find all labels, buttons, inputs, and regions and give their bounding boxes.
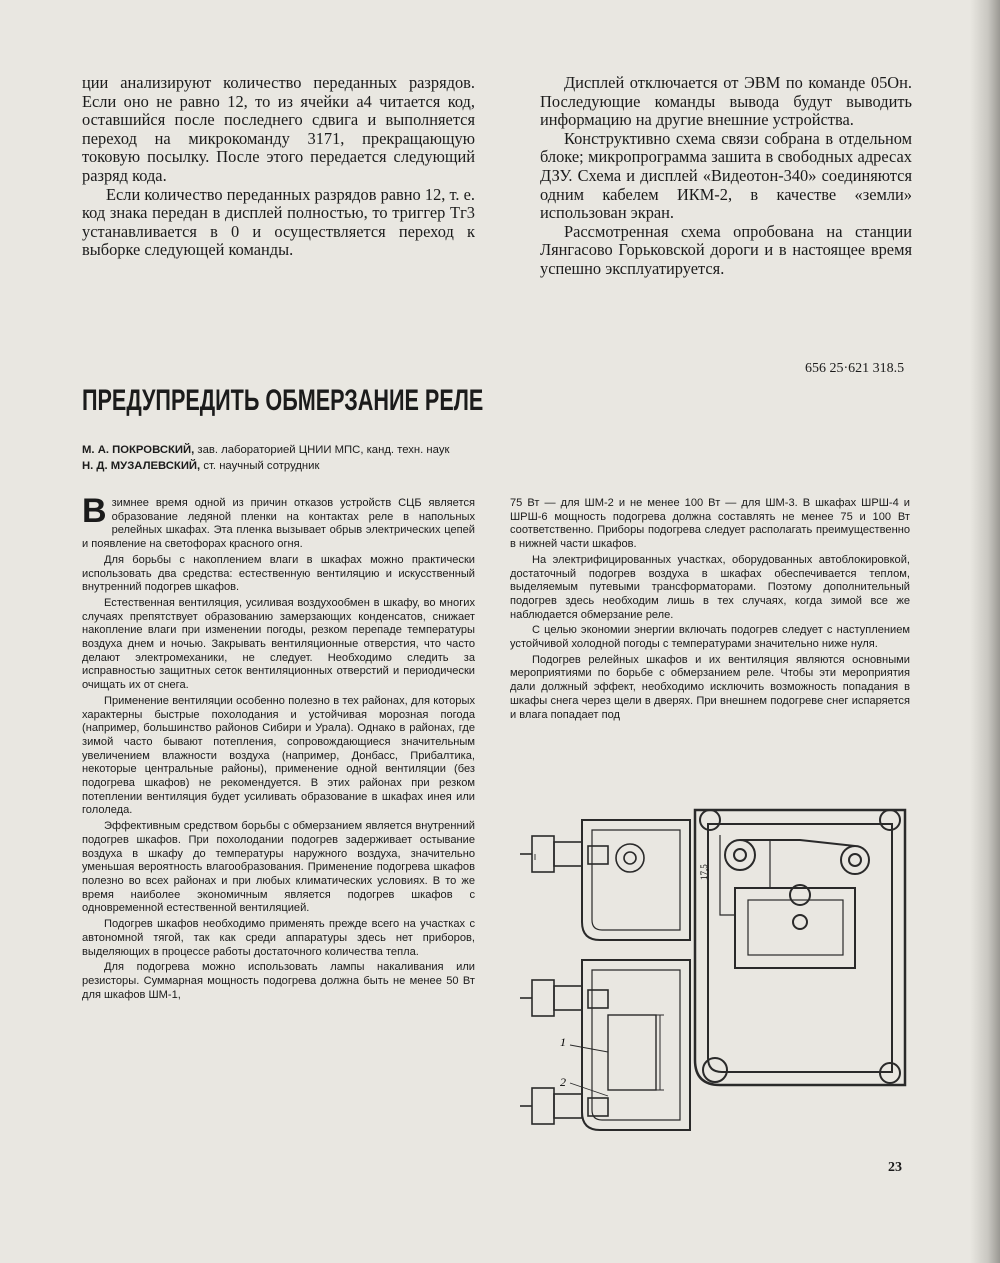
body-paragraph: 75 Вт — для ШМ-2 и не менее 100 Вт — для ШМ-3. В шкафах ШРШ-4 и ШРШ-6 мощность подогрева должна составлять не менее 75 и 100 Вт соответственно. Приборы подогрева следует располагать преимущественно в нижней части шкафов.: [510, 497, 910, 551]
drop-cap: В: [82, 492, 107, 530]
body-paragraph: Эффективным средством борьбы с обмерзанием является внутренний подогрев шкафов. При похолодании подогрев задерживает остывание воздуха в шкафу до температуры наружного воздуха, значительно уменьшая вероятность влагообразования. Применение подогрева шкафов полезно во всех районах и при любых климатических условиях. В то же время наиболее экономичным является подогрев шкафов с одновременной естественной вентиляцией.: [82, 820, 475, 915]
top-left-paragraph: Если количество переданных разрядов равно 12, т. е. код знака передан в дисплей полностью, то триггер Тг3 устанавливается в 0 и осуществляется переход к выборке следующей команды.: [82, 184, 475, 260]
top-left-column: [82, 74, 475, 260]
top-left-paragraph: ции анализируют количество переданных разрядов. Если оно не равно 12, то из ячейки а4 читается код, оставшийся после последнего сдвига и выполняется переход на микрокоманду 3171, прекращающую токовую посылку. После этого передается следующий разряд кода.: [82, 73, 475, 185]
body-paragraph: Применение вентиляции особенно полезно в тех районах, для которых характерны быстрые похолодания и устойчивая морозная погода (например, большинство районов Сибири и Урала). Однако в районах, где зимой часто бывают потепления, сопровождающиеся значительным увеличением влажности воздуха (например, Донбасс, Прибалтика, некоторые центральные районы), применение одной вентиляции (без подогрева шкафов) не рекомендуется. В этих районах при резком потеплении вентиляция будет усиливать образование в шкафах инея или гололеда.: [82, 694, 475, 817]
body-paragraph: Для подогрева можно использовать лампы накаливания или резисторы. Суммарная мощность подогрева должна быть не менее 50 Вт для шкафов ШМ-1,: [82, 961, 475, 1001]
body-paragraph: На электрифицированных участках, оборудованных автоблокировкой, достаточный подогрев воздуха в шкафах обеспечивается теплом, выделяемым путевыми трансформаторами. Поэтому дополнительный подогрев здесь необходим лишь в тех случаях, когда зимой все же наблюдается обмерзание реле.: [510, 553, 910, 621]
body-paragraph: Подогрев релейных шкафов и их вентиляция являются основными мероприятиями по борьбе с обмерзанием реле. Чтобы эти мероприятия дали должный эффект, необходимо исключить возможность попадания в шкафы снега через щели в дверях. При внешнем подогреве снег испаряется и влага попадает под: [510, 653, 910, 721]
body-left-column: [82, 492, 475, 1002]
top-right-paragraph: Конструктивно схема связи собрана в отдельном блоке; микропрограмма зашита в свободных адресах ДЗУ. Схема и дисплей «Видеотон-340» соединяются одним кабелем ИКМ-2, в качестве «земли» использован экран.: [540, 128, 912, 223]
udc-code: 656 25·621 318.5: [805, 361, 905, 376]
figure-dimension-label: 17,5: [699, 864, 709, 880]
body-right-column: [510, 497, 910, 722]
body-paragraph: Для борьбы с накоплением влаги в шкафах можно практически использовать два средства: естественную вентиляцию и искусственный внутренний подогрев шкафов.: [82, 553, 475, 594]
body-paragraph: Подогрев шкафов необходимо применять прежде всего на участках с автономной тягой, так как среди аппаратуры здесь нет приборов, выделяющих в процессе работы достаточного количества тепла.: [82, 918, 475, 958]
article-headline: ПРЕДУПРЕДИТЬ ОБМЕРЗАНИЕ РЕЛЕ: [82, 384, 484, 417]
article-authors: [82, 442, 449, 474]
top-right-paragraph: Рассмотренная схема опробована на станции Лянгасово Горьковской дороги и в настоящее время успешно эксплуатируется.: [540, 221, 912, 278]
relay-cabinet-drawing: [510, 800, 910, 1135]
author-role: зав. лабораторией ЦНИИ МПС, канд. техн. наук: [197, 444, 450, 456]
page-fold-shadow: [970, 0, 1000, 1263]
page-number: 23: [888, 1160, 902, 1175]
author-line: [82, 458, 449, 474]
figure-label-1: 1: [560, 1035, 566, 1049]
body-paragraph: Естественная вентиляция, усиливая воздухообмен в шкафу, во многих случаях препятствует образованию замерзающих конденсатов, снижает накопление влаги при изменении погоды, резком перепаде температуры воздуха днем и ночью. Закрывать вентиляционные отверстия, что часто делают электромеханики, не следует. Необходимо следить за исправностью защитных сеток вентиляционных отверстий и периодически очищать их от снега.: [82, 596, 475, 692]
body-paragraph: С целью экономии энергии включать подогрев следует с наступлением устойчивой холодной погоды с температурами значительно ниже нуля.: [510, 624, 910, 651]
body-first-text: зимнее время одной из причин отказов устройств СЦБ является образование ледяной пленки на контактах реле в напольных релейных шкафах. Эта пленка вызывает обрыв электрических цепей и появление на светофорах красного огня.: [82, 497, 475, 551]
body-paragraph: [82, 492, 475, 552]
author-line: [82, 442, 449, 458]
figure-label-2: 2: [560, 1075, 566, 1089]
author-name: М. А. ПОКРОВСКИЙ,: [82, 444, 195, 456]
author-name: Н. Д. МУЗАЛЕВСКИЙ,: [82, 460, 201, 472]
top-right-paragraph: Дисплей отключается от ЭВМ по команде 05Он. Последующие команды вывода будут выводить информацию на другие внешние устройства.: [540, 73, 912, 130]
top-right-column: [540, 74, 912, 279]
author-role: ст. научный сотрудник: [203, 460, 320, 472]
